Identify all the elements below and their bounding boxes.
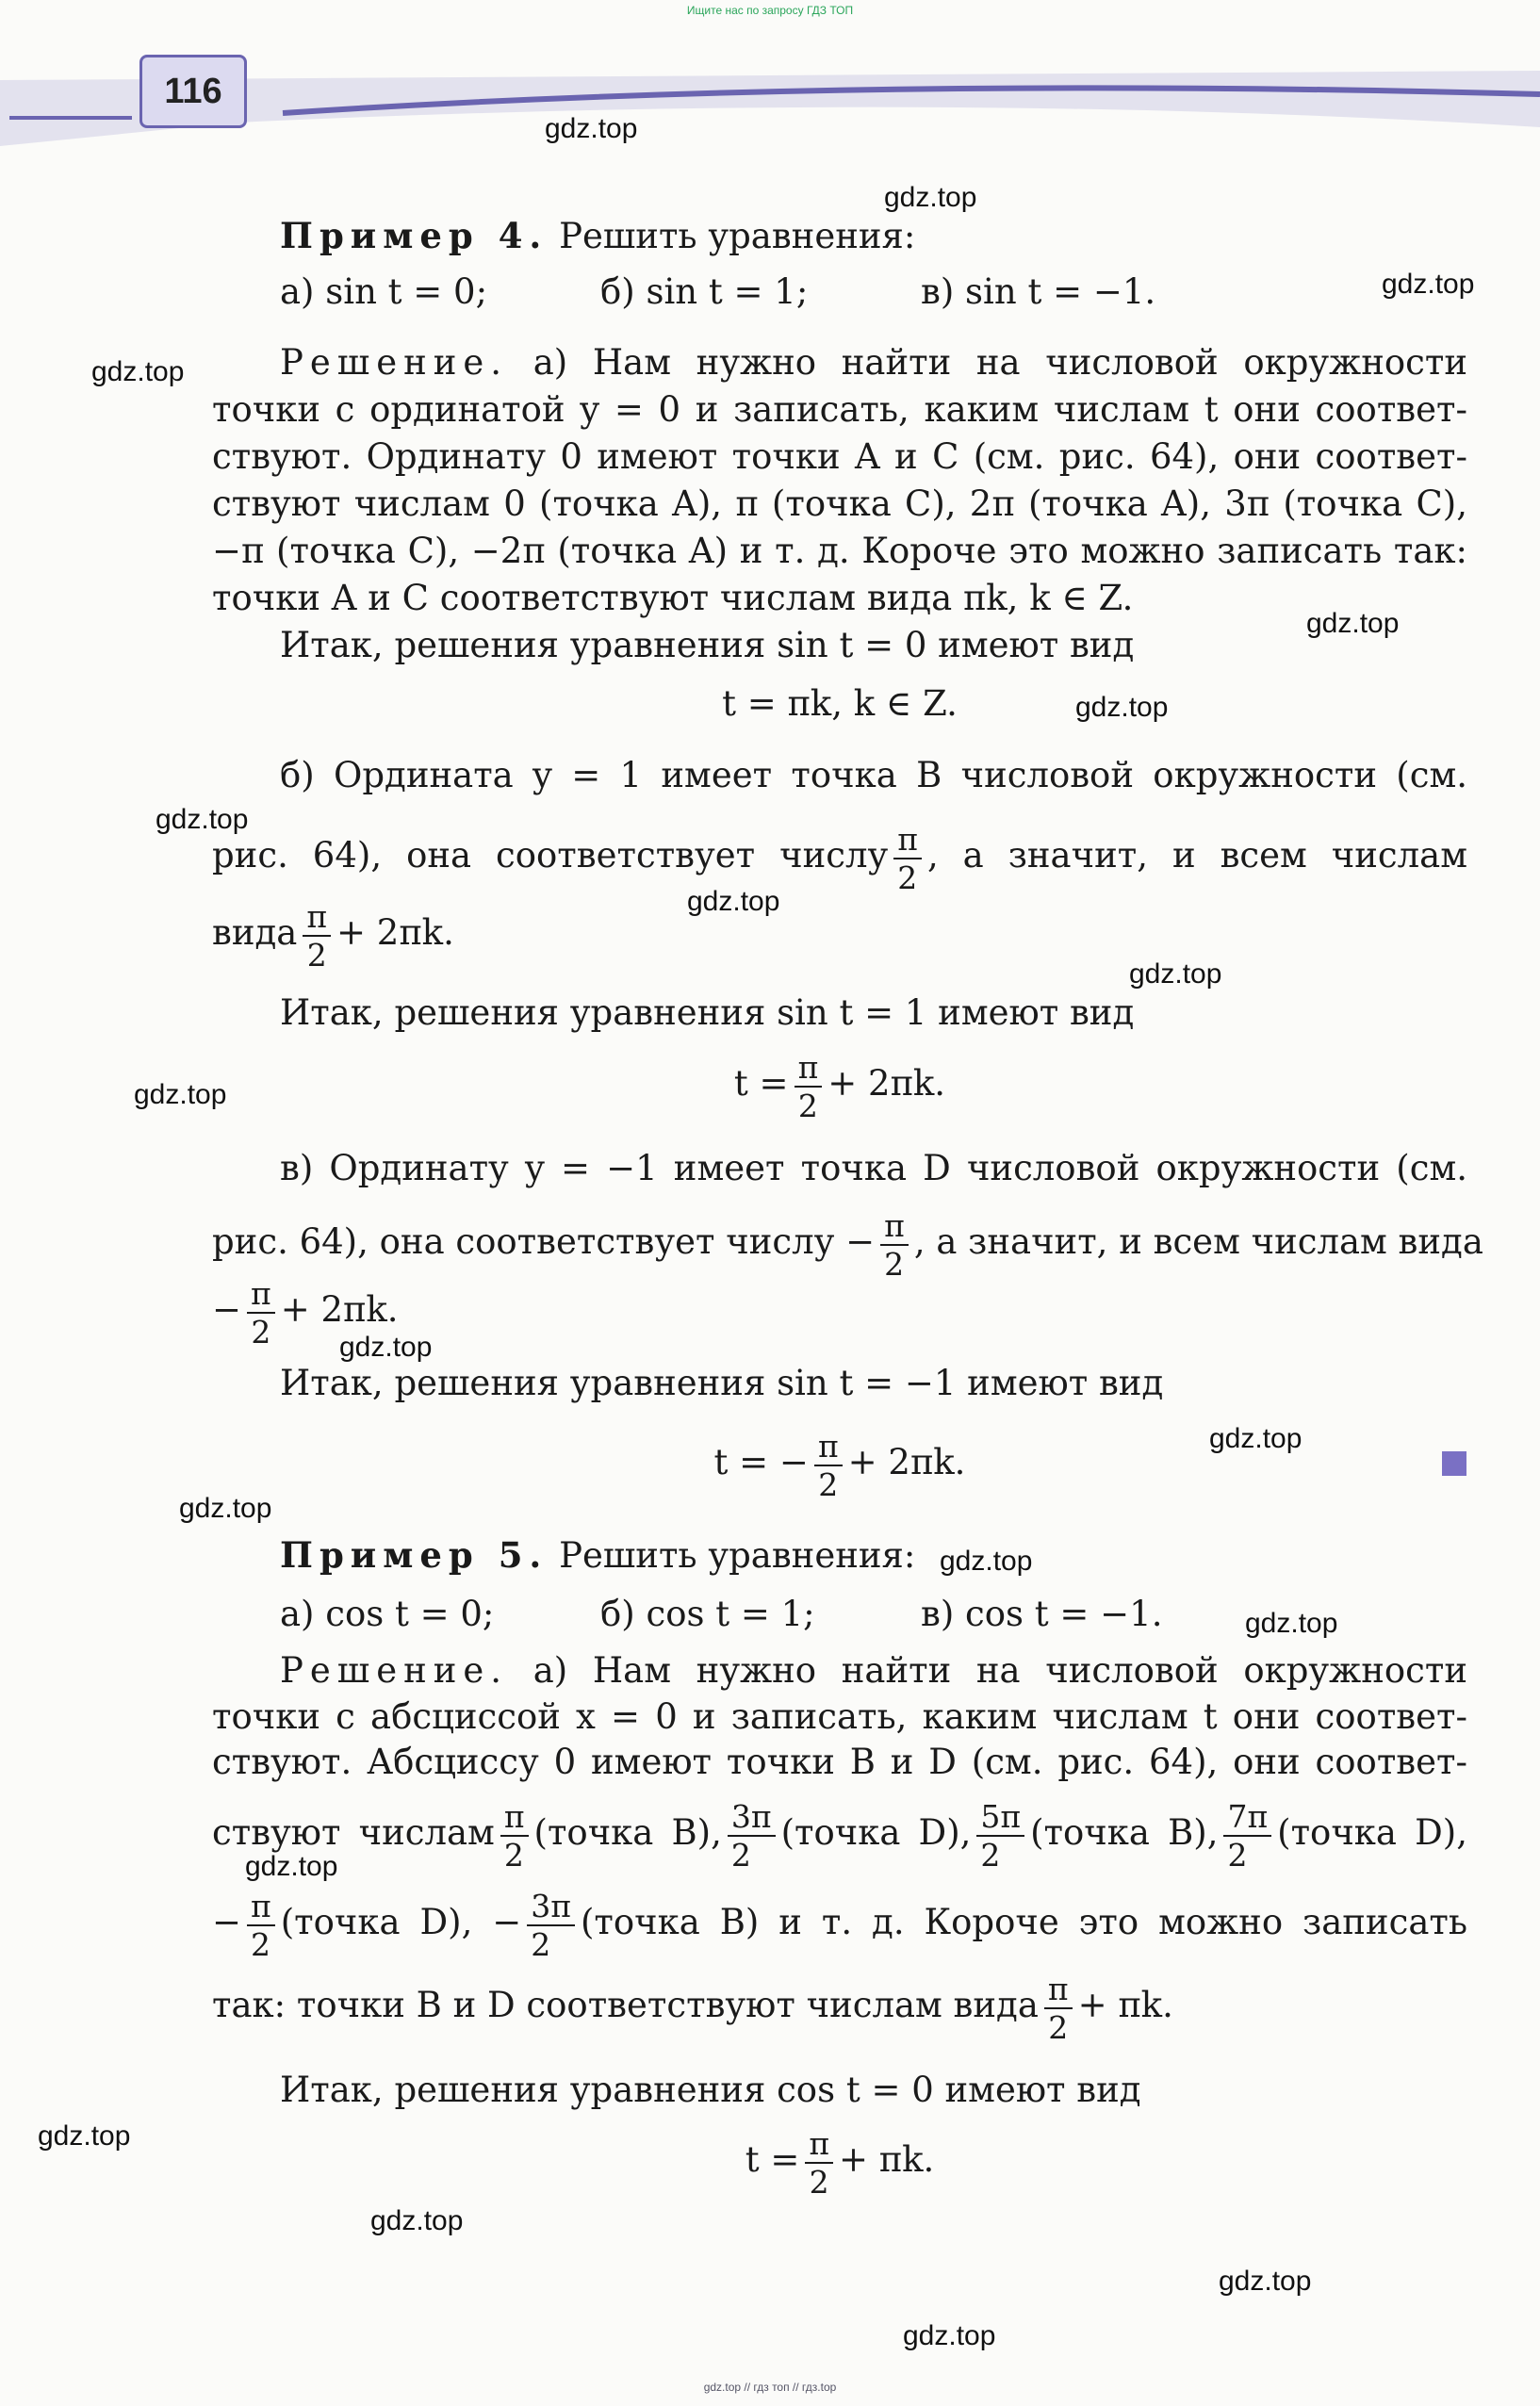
- denominator: 2: [809, 2163, 829, 2201]
- fraction-pi-over-2: [1044, 1970, 1073, 2046]
- example-4-title: Пример 4.: [280, 215, 549, 256]
- formula: [212, 1425, 1467, 1503]
- text: рис. 64), она соответствует числу: [212, 835, 889, 876]
- text-line: точки с абсциссой x = 0 и записать, каким числам t они соответ-: [212, 1696, 1467, 1737]
- text: + 2πk.: [847, 1442, 966, 1482]
- denominator: 2: [1227, 1836, 1248, 1874]
- text-line: [212, 818, 1467, 896]
- text: −: [212, 1289, 242, 1330]
- text-line: −π (точка C), −2π (точка A) и т. д. Короче это можно записать так:: [212, 531, 1467, 571]
- denominator: 2: [1048, 2008, 1069, 2046]
- watermark: gdz.top: [884, 182, 977, 213]
- example-5-heading: [212, 1531, 1467, 1579]
- watermark: gdz.top: [370, 2205, 464, 2236]
- watermark: gdz.top: [545, 113, 638, 144]
- numerator: π: [303, 901, 331, 937]
- watermark: gdz.top: [1245, 1608, 1338, 1639]
- numerator: π: [1044, 1973, 1073, 2009]
- denominator: 2: [730, 1836, 751, 1874]
- text: вида: [212, 912, 298, 953]
- solution-label: Решение.: [280, 342, 509, 383]
- numerator: π: [880, 1210, 909, 1246]
- item-a: а) cos t = 0;: [280, 1594, 495, 1634]
- text: , а значит, и всем числам: [926, 835, 1467, 876]
- item-c: в) cos t = −1.: [921, 1594, 1163, 1634]
- text: (точка B) и т. д. Короче это можно записать: [580, 1902, 1467, 1942]
- fraction-pi-over-2: [247, 1274, 275, 1350]
- text: + 2πk.: [336, 912, 454, 953]
- text-line: Итак, решения уравнения cos t = 0 имеют вид: [280, 2070, 1141, 2110]
- text: + 2πk.: [280, 1289, 399, 1330]
- watermark: gdz.top: [339, 1332, 433, 1363]
- example-4-items: [212, 269, 1467, 316]
- numerator: π: [500, 1801, 529, 1837]
- ex5-solution-line-1: [212, 1647, 1467, 1694]
- example-5-task: Решить уравнения:: [559, 1535, 916, 1576]
- page-number: 116: [139, 55, 247, 128]
- watermark: gdz.top: [940, 1546, 1033, 1577]
- fraction-3pi-over-2: [527, 1887, 575, 1963]
- text: (точка D), −: [280, 1902, 522, 1942]
- watermark: gdz.top: [1209, 1423, 1302, 1454]
- text: (точка D),: [1277, 1812, 1467, 1853]
- numerator: π: [805, 2128, 833, 2164]
- text-line: Итак, решения уравнения sin t = −1 имеют вид: [280, 1363, 1164, 1403]
- formula: [212, 2122, 1467, 2201]
- item-c: в) sin t = −1.: [921, 271, 1156, 312]
- numerator: 3π: [527, 1890, 575, 1926]
- text-line: − $\frac{\pi}{2}$ (точка D), − $\frac{3\pi}{2}$ (точка B) и т. д. Короче это можно записать: [212, 1887, 1467, 1963]
- text: t =: [745, 2139, 800, 2180]
- denominator: 2: [797, 1087, 818, 1124]
- watermark: gdz.top: [1219, 2266, 1312, 2297]
- denominator: 2: [884, 1245, 905, 1283]
- text: + πk.: [1077, 1985, 1173, 2025]
- text: рис. 64), она соответствует числу −: [212, 1221, 876, 1262]
- denominator: 2: [503, 1836, 524, 1874]
- watermark: gdz.top: [245, 1851, 338, 1882]
- numerator: π: [893, 824, 922, 859]
- denominator: 2: [531, 1925, 551, 1963]
- text-line: ствуют. Абсциссу 0 имеют точки B и D (см. рис. 64), они соответ-: [212, 1742, 1467, 1782]
- example-5-items: [212, 1591, 1467, 1638]
- denominator: 2: [980, 1836, 1001, 1874]
- text-line: точки с ординатой y = 0 и записать, каким числам t они соответ-: [212, 389, 1467, 430]
- example-4-heading: [212, 212, 1467, 260]
- top-banner: Ищите нас по запросу ГДЗ ТОП: [686, 4, 854, 17]
- watermark: gdz.top: [134, 1079, 227, 1110]
- watermark: gdz.top: [179, 1493, 272, 1524]
- numerator: 7π: [1223, 1801, 1271, 1837]
- text: t =: [733, 1063, 789, 1104]
- text: (точка B),: [1030, 1812, 1219, 1853]
- example-5-title: Пример 5.: [280, 1534, 549, 1576]
- text: так: точки B и D соответствуют числам вида: [212, 1985, 1039, 2025]
- fraction-5pi-over-2: [976, 1797, 1024, 1874]
- fraction-pi-over-2: [893, 820, 922, 896]
- fraction-pi-over-2: [303, 897, 331, 974]
- denominator: 2: [306, 936, 327, 974]
- text: + 2πk.: [827, 1063, 946, 1104]
- fraction-pi-over-2: [247, 1887, 275, 1963]
- numerator: 3π: [728, 1801, 776, 1837]
- text-line: б) Ордината y = 1 имеет точка B числовой окружности (см.: [280, 755, 1467, 795]
- text: (точка B),: [533, 1812, 722, 1853]
- text: (точка D),: [780, 1812, 972, 1853]
- watermark: gdz.top: [903, 2320, 996, 2351]
- watermark: gdz.top: [91, 356, 185, 387]
- text-line: [212, 1272, 1467, 1348]
- fraction-pi-over-2: [795, 1048, 823, 1124]
- item-a: а) sin t = 0;: [280, 271, 488, 312]
- fraction-pi-over-2: [814, 1427, 843, 1503]
- watermark: gdz.top: [1129, 958, 1222, 990]
- watermark: gdz.top: [1382, 269, 1475, 300]
- example-4-task: Решить уравнения:: [559, 216, 916, 256]
- text-line: точки A и C соответствуют числам вида πk, k ∈ Z.: [212, 578, 1134, 618]
- numerator: 5π: [976, 1801, 1024, 1837]
- text-line: [212, 1968, 1467, 2046]
- ex4-solution-line-1: [212, 339, 1467, 386]
- formula: t = πk, k ∈ Z.: [722, 683, 958, 724]
- text-line: ствуют числам 0 (точка A), π (точка C), 2π (точка A), 3π (точка C),: [212, 483, 1467, 524]
- text-line: Итак, решения уравнения sin t = 1 имеют вид: [280, 992, 1135, 1033]
- text: , а значит, и всем числам вида: [913, 1221, 1483, 1262]
- text: а) Нам нужно найти на числовой окружности: [532, 342, 1468, 383]
- watermark: gdz.top: [687, 886, 780, 917]
- text-line: Итак, решения уравнения sin t = 0 имеют вид: [280, 625, 1135, 665]
- fraction-pi-over-2: [500, 1797, 529, 1874]
- formula: [212, 1046, 1467, 1124]
- numerator: π: [247, 1278, 275, 1314]
- watermark: gdz.top: [1075, 692, 1169, 723]
- text: t = −: [713, 1442, 809, 1482]
- watermark: gdz.top: [1306, 608, 1400, 639]
- text-line: ствуют. Ординату 0 имеют точки A и C (см. рис. 64), они соответ-: [212, 436, 1467, 477]
- denominator: 2: [897, 859, 918, 896]
- text: ствуют числам: [212, 1812, 495, 1853]
- numerator: π: [814, 1431, 843, 1466]
- fraction-pi-over-2: [805, 2124, 833, 2201]
- fraction-7pi-over-2: [1223, 1797, 1271, 1874]
- text: а) Нам нужно найти на числовой окружности: [532, 1650, 1468, 1691]
- numerator: π: [795, 1052, 823, 1088]
- solution-label: Решение.: [280, 1650, 509, 1691]
- denominator: 2: [251, 1925, 271, 1963]
- item-b: б) cos t = 1;: [600, 1594, 815, 1634]
- watermark: gdz.top: [156, 804, 249, 835]
- fraction-3pi-over-2: [728, 1797, 776, 1874]
- fraction-pi-over-2: [880, 1206, 909, 1283]
- denominator: 2: [818, 1465, 839, 1503]
- denominator: 2: [251, 1313, 271, 1350]
- text: + πk.: [839, 2139, 935, 2180]
- numerator: π: [247, 1890, 275, 1926]
- end-of-solution-mark: [1442, 1451, 1466, 1476]
- item-b: б) sin t = 1;: [600, 271, 809, 312]
- text-line: [212, 1795, 1467, 1874]
- text-line: в) Ординату y = −1 имеет точка D числовой окружности (см.: [280, 1148, 1467, 1188]
- watermark: gdz.top: [38, 2120, 131, 2152]
- text-line: [212, 1204, 1483, 1283]
- bottom-banner: gdz.top // гдз топ // гдз.top: [703, 2381, 837, 2394]
